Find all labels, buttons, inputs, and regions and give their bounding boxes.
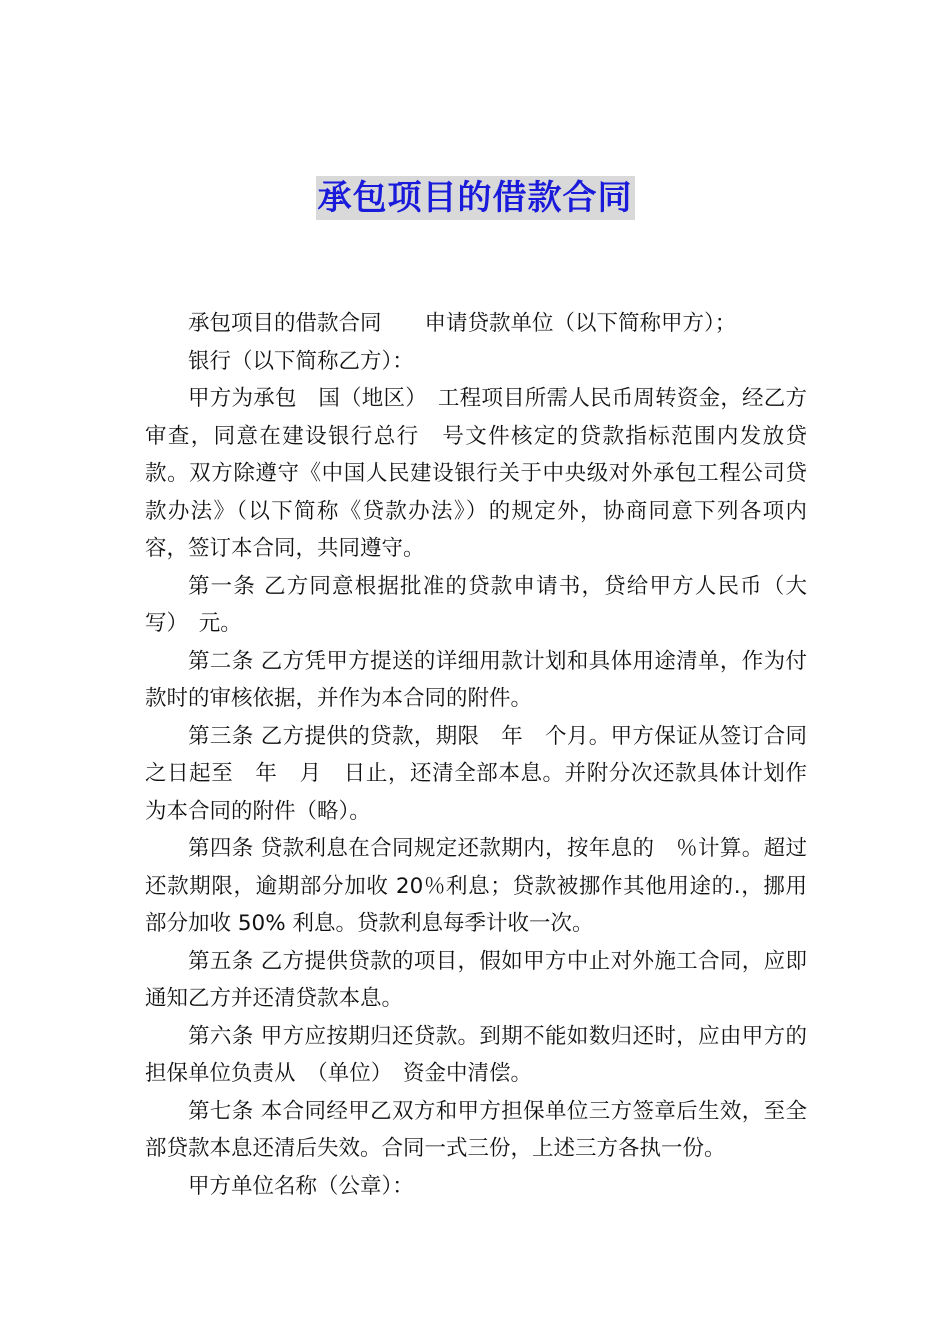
article-2: 第二条 乙方凭甲方提送的详细用款计划和具体用途清单，作为付款时的审核依据，并作为本合同的附件。 — [145, 648, 807, 711]
article-3: 第三条 乙方提供的贷款，期限 年 个月。甲方保证从签订合同之日起至 年 月 日止，还清全部本息。并附分次还款具体计划作为本合同的附件（略）。 — [145, 723, 807, 824]
document-title: 承包项目的借款合同 — [317, 178, 633, 218]
article-4: 第四条 贷款利息在合同规定还款期内，按年息的 ％计算。超过还款期限，逾期部分加收 20％利息；贷款被挪作其他用途的.，挪用部分加收 50% 利息。贷款利息每季计收一次。 — [145, 836, 807, 936]
paragraph-intro: 承包项目的借款合同 申请贷款单位（以下简称甲方）； — [188, 311, 737, 336]
title-block — [0, 176, 950, 220]
article-7: 第七条 本合同经甲乙双方和甲方担保单位三方签章后生效，至全部贷款本息还清后失效。合同一式三份，上述三方各执一份。 — [145, 1098, 807, 1161]
paragraph-preamble: 甲方为承包 国（地区） 工程项目所需人民币周转资金，经乙方审查，同意在建设银行总行 号文件核定的贷款指标范围内发放贷款。双方除遵守《中国人民建设银行关于中央级对外承包工程公司贷款办法》（以下简称《贷款办法》）的规定外，协商同意下列各项内容，签订本合同，共同遵守。 — [145, 386, 807, 561]
article-1: 第一条 乙方同意根据批准的贷款申请书，贷给甲方人民币（大写） 元。 — [145, 573, 807, 636]
paragraph-bank: 银行（以下简称乙方）： — [188, 348, 414, 374]
article-5: 第五条 乙方提供贷款的项目，假如甲方中止对外施工合同，应即通知乙方并还清贷款本息。 — [145, 948, 807, 1011]
document-body — [145, 305, 807, 1205]
party-a-signature-line: 甲方单位名称（公章）： — [188, 1173, 414, 1199]
article-6: 第六条 甲方应按期归还贷款。到期不能如数归还时，应由甲方的担保单位负责从 （单位） 资金中清偿。 — [145, 1023, 807, 1086]
